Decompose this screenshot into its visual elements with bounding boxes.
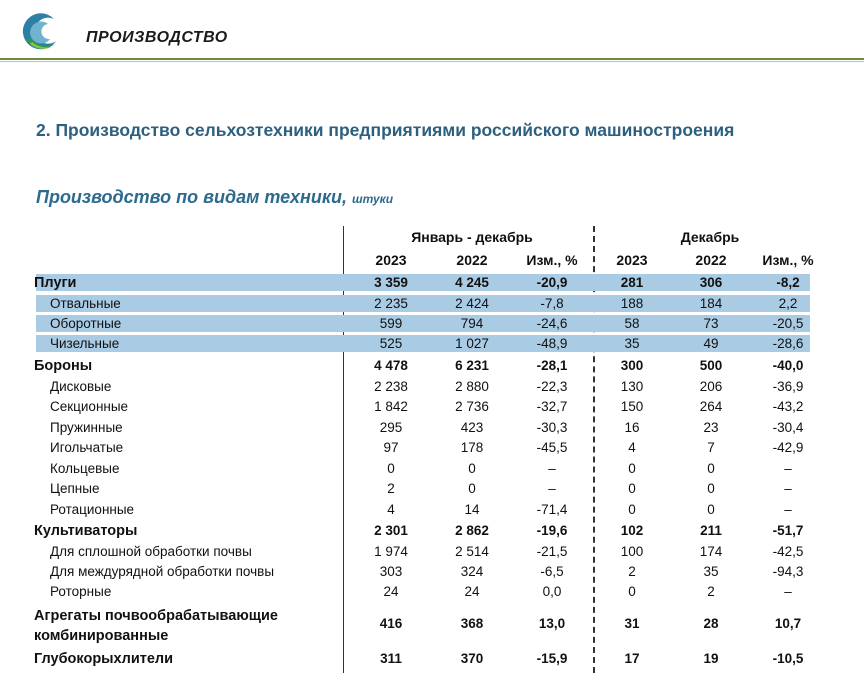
cell: 2 238 [374, 379, 408, 394]
cell: 306 [699, 275, 723, 290]
cell: 6 231 [455, 358, 489, 373]
header-divider [0, 58, 864, 60]
cell: 0 [468, 481, 476, 496]
cell: -20,5 [772, 316, 804, 331]
subtitle-units: штуки [351, 192, 394, 206]
subtitle-text: Производство по видам техники, [36, 187, 347, 207]
cell: 525 [379, 336, 403, 351]
group-header-month: Декабрь [680, 229, 740, 245]
cell: 16 [624, 420, 640, 435]
cell: 303 [379, 564, 403, 579]
cell: 17 [624, 651, 640, 666]
cell: 368 [460, 616, 484, 631]
cell: 2 [707, 584, 715, 599]
column-header: 2022 [456, 252, 488, 268]
cell: -19,6 [536, 523, 568, 538]
page-header [0, 0, 864, 62]
cell: -36,9 [772, 379, 804, 394]
cell: – [784, 461, 792, 476]
cell: 14 [464, 502, 480, 517]
cell: 0 [468, 461, 476, 476]
cell: 206 [699, 379, 723, 394]
row-label: Глубокорыхлители [34, 651, 174, 667]
cell: -8,2 [776, 275, 800, 290]
table-row [0, 397, 864, 417]
cell: -10,5 [772, 651, 804, 666]
cell: -40,0 [772, 358, 804, 373]
cell: 370 [460, 651, 484, 666]
cell: 311 [380, 651, 402, 666]
cell: – [784, 584, 792, 599]
cell: – [548, 481, 556, 496]
cell: 24 [464, 584, 480, 599]
cell: 0 [628, 481, 636, 496]
cell: 2 [628, 564, 636, 579]
cell: 97 [383, 440, 399, 455]
cell: 0 [707, 502, 715, 517]
row-label: Для междурядной обработки почвы [50, 564, 275, 579]
column-header: 2022 [695, 252, 727, 268]
cell: 211 [700, 523, 722, 538]
cell: 264 [699, 399, 723, 414]
cell: -42,5 [772, 544, 804, 559]
group-header-year: Январь - декабрь [411, 229, 533, 245]
cell: 794 [460, 316, 484, 331]
cell: 1 027 [455, 336, 489, 351]
cell: 130 [620, 379, 644, 394]
cell: 2 [387, 481, 395, 496]
cell: 10,7 [774, 616, 802, 631]
cell: 35 [703, 564, 719, 579]
cell: 102 [620, 523, 644, 538]
cell: 2 424 [455, 296, 489, 311]
cell: -20,9 [536, 275, 568, 290]
row-label-line2: комбинированные [34, 628, 169, 644]
cell: 0 [628, 584, 636, 599]
cell: 2,2 [778, 296, 798, 311]
cell: 178 [460, 440, 484, 455]
row-label: Для сплошной обработки почвы [50, 544, 252, 559]
cell: 2 862 [455, 523, 489, 538]
table-row [0, 562, 864, 582]
cell: -45,5 [536, 440, 568, 455]
cell: 416 [379, 616, 403, 631]
row-label: Отвальные [50, 296, 121, 311]
page-title: 2. Производство сельхозтехники предприятиями российского машиностроения [36, 120, 735, 140]
cell: -43,2 [772, 399, 804, 414]
column-header: 2023 [616, 252, 648, 268]
row-label: Дисковые [50, 379, 112, 394]
row-label: Секционные [50, 399, 129, 414]
row-label: Культиваторы [34, 523, 138, 539]
row-label: Кольцевые [50, 461, 120, 476]
table-row [0, 356, 864, 376]
row-label: Ротационные [50, 502, 135, 517]
cell: – [784, 502, 792, 517]
cell: 35 [624, 336, 640, 351]
cell: 0 [628, 502, 636, 517]
cell: 23 [703, 420, 719, 435]
cell: 423 [460, 420, 484, 435]
row-label [34, 606, 278, 646]
cell: -30,3 [536, 420, 568, 435]
table-row [0, 314, 864, 334]
table-row [0, 418, 864, 438]
cell: 2 514 [455, 544, 489, 559]
cell: 24 [383, 584, 399, 599]
cell: 0,0 [542, 584, 562, 599]
cell: 295 [379, 420, 403, 435]
row-label: Пружинные [50, 420, 123, 435]
cell: 0 [707, 481, 715, 496]
cell: -15,9 [536, 651, 568, 666]
row-label: Плуги [34, 275, 77, 291]
cell: 599 [379, 316, 403, 331]
cell: 324 [460, 564, 484, 579]
cell: 13,0 [538, 616, 566, 631]
cell: 73 [703, 316, 719, 331]
cell: 3 359 [374, 275, 408, 290]
cell: -42,9 [772, 440, 804, 455]
column-header: Изм., % [526, 252, 578, 268]
row-label: Чизельные [50, 336, 120, 351]
row-label: Бороны [34, 358, 93, 374]
cell: – [784, 481, 792, 496]
cell: 1 974 [374, 544, 408, 559]
cell: -28,6 [772, 336, 804, 351]
cell: 2 235 [374, 296, 408, 311]
cell: -94,3 [772, 564, 804, 579]
cell: -71,4 [536, 502, 568, 517]
cell: 4 [387, 502, 395, 517]
cell: -22,3 [536, 379, 568, 394]
cell: 100 [620, 544, 644, 559]
table-subtitle [36, 187, 393, 208]
cell: 49 [703, 336, 719, 351]
cell: 184 [699, 296, 723, 311]
column-header: Изм., % [762, 252, 814, 268]
section-label: ПРОИЗВОДСТВО [86, 29, 228, 46]
cell: 0 [707, 461, 715, 476]
cell: 0 [628, 461, 636, 476]
table-row [0, 334, 864, 354]
cell: -30,4 [772, 420, 804, 435]
cell: -24,6 [536, 316, 568, 331]
row-label-line1: Агрегаты почвообрабатывающие [34, 608, 278, 624]
cell: 2 880 [455, 379, 489, 394]
cell: 58 [624, 316, 640, 331]
cell: 19 [703, 651, 719, 666]
table-row [0, 604, 864, 646]
cell: -51,7 [772, 523, 804, 538]
table-row [0, 521, 864, 541]
table-row [0, 500, 864, 520]
table-row [0, 273, 864, 293]
cell: 300 [620, 358, 644, 373]
cell: 174 [699, 544, 723, 559]
table-row [0, 294, 864, 314]
cell: -7,8 [540, 296, 564, 311]
table-row [0, 649, 864, 669]
cell: -21,5 [536, 544, 568, 559]
column-header: 2023 [375, 252, 407, 268]
cell: 0 [387, 461, 395, 476]
table-row [0, 542, 864, 562]
cell: -48,9 [536, 336, 568, 351]
cell: -28,1 [536, 358, 568, 373]
row-label: Цепные [50, 481, 100, 496]
cell: 7 [707, 440, 715, 455]
header-divider-thin [0, 61, 864, 62]
table-row [0, 582, 864, 602]
cell: 28 [703, 616, 719, 631]
row-label: Роторные [50, 584, 112, 599]
table-row [0, 438, 864, 458]
cell: 1 842 [374, 399, 408, 414]
cell: 4 245 [455, 275, 489, 290]
cell: -6,5 [540, 564, 564, 579]
cell: 500 [699, 358, 723, 373]
table-row [0, 459, 864, 479]
table-row [0, 377, 864, 397]
cell: 188 [620, 296, 644, 311]
cell: 281 [620, 275, 644, 290]
cell: 2 301 [374, 523, 408, 538]
row-label: Игольчатые [50, 440, 124, 455]
cell: 2 736 [455, 399, 489, 414]
row-label: Оборотные [50, 316, 122, 331]
cell: 150 [620, 399, 644, 414]
cell: – [548, 461, 556, 476]
company-logo-icon [18, 10, 62, 54]
cell: 4 478 [374, 358, 408, 373]
cell: 4 [628, 440, 636, 455]
cell: 31 [624, 616, 640, 631]
cell: -32,7 [536, 399, 568, 414]
table-row [0, 479, 864, 499]
